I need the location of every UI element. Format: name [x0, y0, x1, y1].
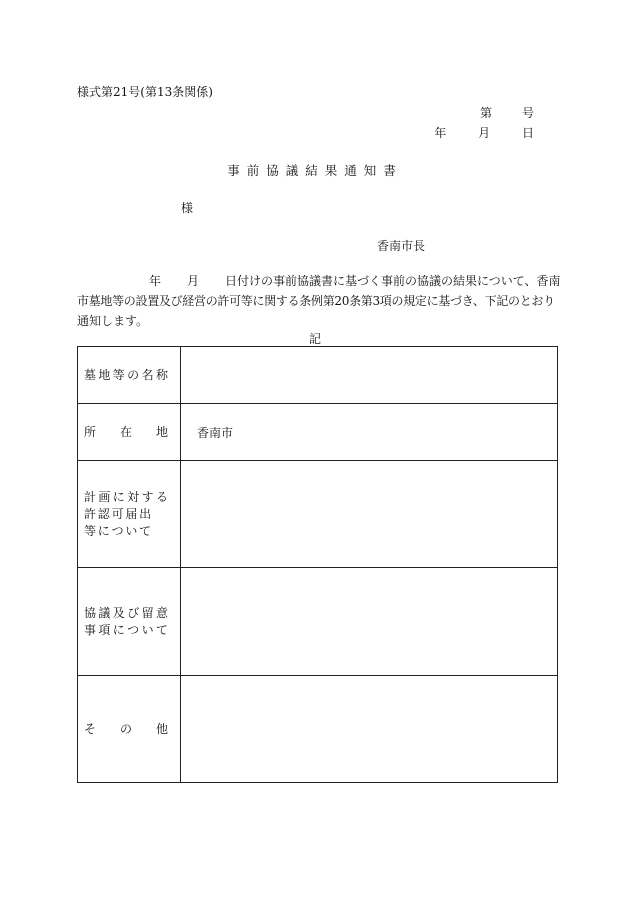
label-char: 等: [84, 523, 97, 538]
value-location[interactable]: [181, 404, 558, 461]
table-row-permit-status: [78, 461, 558, 568]
label-line: [84, 424, 168, 441]
label-char: 画: [98, 489, 111, 504]
details-table: [77, 346, 558, 783]
ki-heading: 記: [308, 332, 321, 346]
date-month: 月: [478, 126, 491, 140]
label-char: 地: [155, 424, 168, 439]
label-line: [84, 721, 168, 738]
value-permit-status[interactable]: [181, 461, 558, 568]
value-consultation-notes[interactable]: [181, 568, 558, 676]
value-text: 香南市: [197, 425, 234, 440]
label-char: 項: [98, 622, 111, 637]
body-month: 月: [187, 274, 200, 288]
value-other[interactable]: [181, 676, 558, 783]
label-char: に: [112, 622, 125, 637]
date-day: 日: [521, 126, 534, 140]
label-char: て: [139, 523, 152, 538]
label-line: [84, 605, 168, 622]
table-row-grave-name: [78, 347, 558, 404]
body-line-3: 通知します。: [77, 314, 149, 328]
label-line: [84, 622, 168, 639]
label-char: 在: [119, 424, 132, 439]
label-char: そ: [84, 721, 97, 736]
table-row-location: [78, 404, 558, 461]
label-char: 可: [111, 506, 124, 521]
label-char: に: [112, 489, 125, 504]
addressee-honorific: 様: [181, 201, 194, 215]
label-char: 留: [141, 605, 154, 620]
label-line: [84, 367, 168, 384]
label-location: [78, 404, 181, 461]
label-permit-status: [78, 461, 181, 568]
body-line-1: [77, 271, 561, 291]
date-year: 年: [434, 126, 447, 140]
value-grave-name[interactable]: [181, 347, 558, 404]
label-char: つ: [127, 622, 140, 637]
label-char: 認: [97, 506, 110, 521]
label-char: 届: [125, 506, 138, 521]
label-char: の: [119, 721, 132, 736]
label-char: 意: [155, 605, 168, 620]
label-char: 事: [84, 622, 97, 637]
label-char: 所: [84, 424, 97, 439]
label-char: 計: [84, 489, 97, 504]
label-char: 等: [112, 367, 125, 382]
form-number: 様式第21号(第13条関係): [77, 85, 213, 99]
label-line: [84, 523, 151, 540]
body-year: 年: [149, 274, 162, 288]
body-line-2: 市墓地等の設置及び経営の許可等に関する条例第20条第3項の規定に基づき、下記のとおり: [77, 294, 555, 308]
label-char: 及: [112, 605, 125, 620]
label-line: [84, 506, 151, 523]
label-char: い: [125, 523, 138, 538]
label-char: び: [127, 605, 140, 620]
label-char: に: [97, 523, 110, 538]
label-char: る: [155, 489, 168, 504]
label-char: 名: [141, 367, 154, 382]
label-grave-name: [78, 347, 181, 404]
table-row-consultation-notes: [78, 568, 558, 676]
doc-no-suffix: 号: [521, 106, 534, 120]
label-char: て: [155, 622, 168, 637]
label-char: 出: [139, 506, 152, 521]
issue-date: [434, 124, 534, 141]
label-char: 称: [155, 367, 168, 382]
label-char: つ: [111, 523, 124, 538]
issuer-name: 香南市長: [377, 239, 426, 253]
label-line: [84, 489, 168, 506]
document-title: 事前協議結果通知書: [227, 163, 403, 178]
label-char: 地: [98, 367, 111, 382]
label-consultation-notes: [78, 568, 181, 676]
label-other: [78, 676, 181, 783]
label-char: 対: [127, 489, 140, 504]
label-char: 他: [155, 721, 168, 736]
label-char: 墓: [84, 367, 97, 382]
label-char: 協: [84, 605, 97, 620]
table-row-other: [78, 676, 558, 783]
label-char: 議: [98, 605, 111, 620]
label-char: す: [141, 489, 154, 504]
doc-no-prefix: 第: [479, 106, 492, 120]
label-char: い: [141, 622, 154, 637]
notice-body: [77, 271, 561, 331]
document-number: [480, 104, 534, 121]
label-char: の: [127, 367, 140, 382]
label-char: 許: [84, 506, 97, 521]
body-line-1-text: 日付けの事前協議書に基づく事前の協議の結果について、香南: [225, 274, 561, 288]
